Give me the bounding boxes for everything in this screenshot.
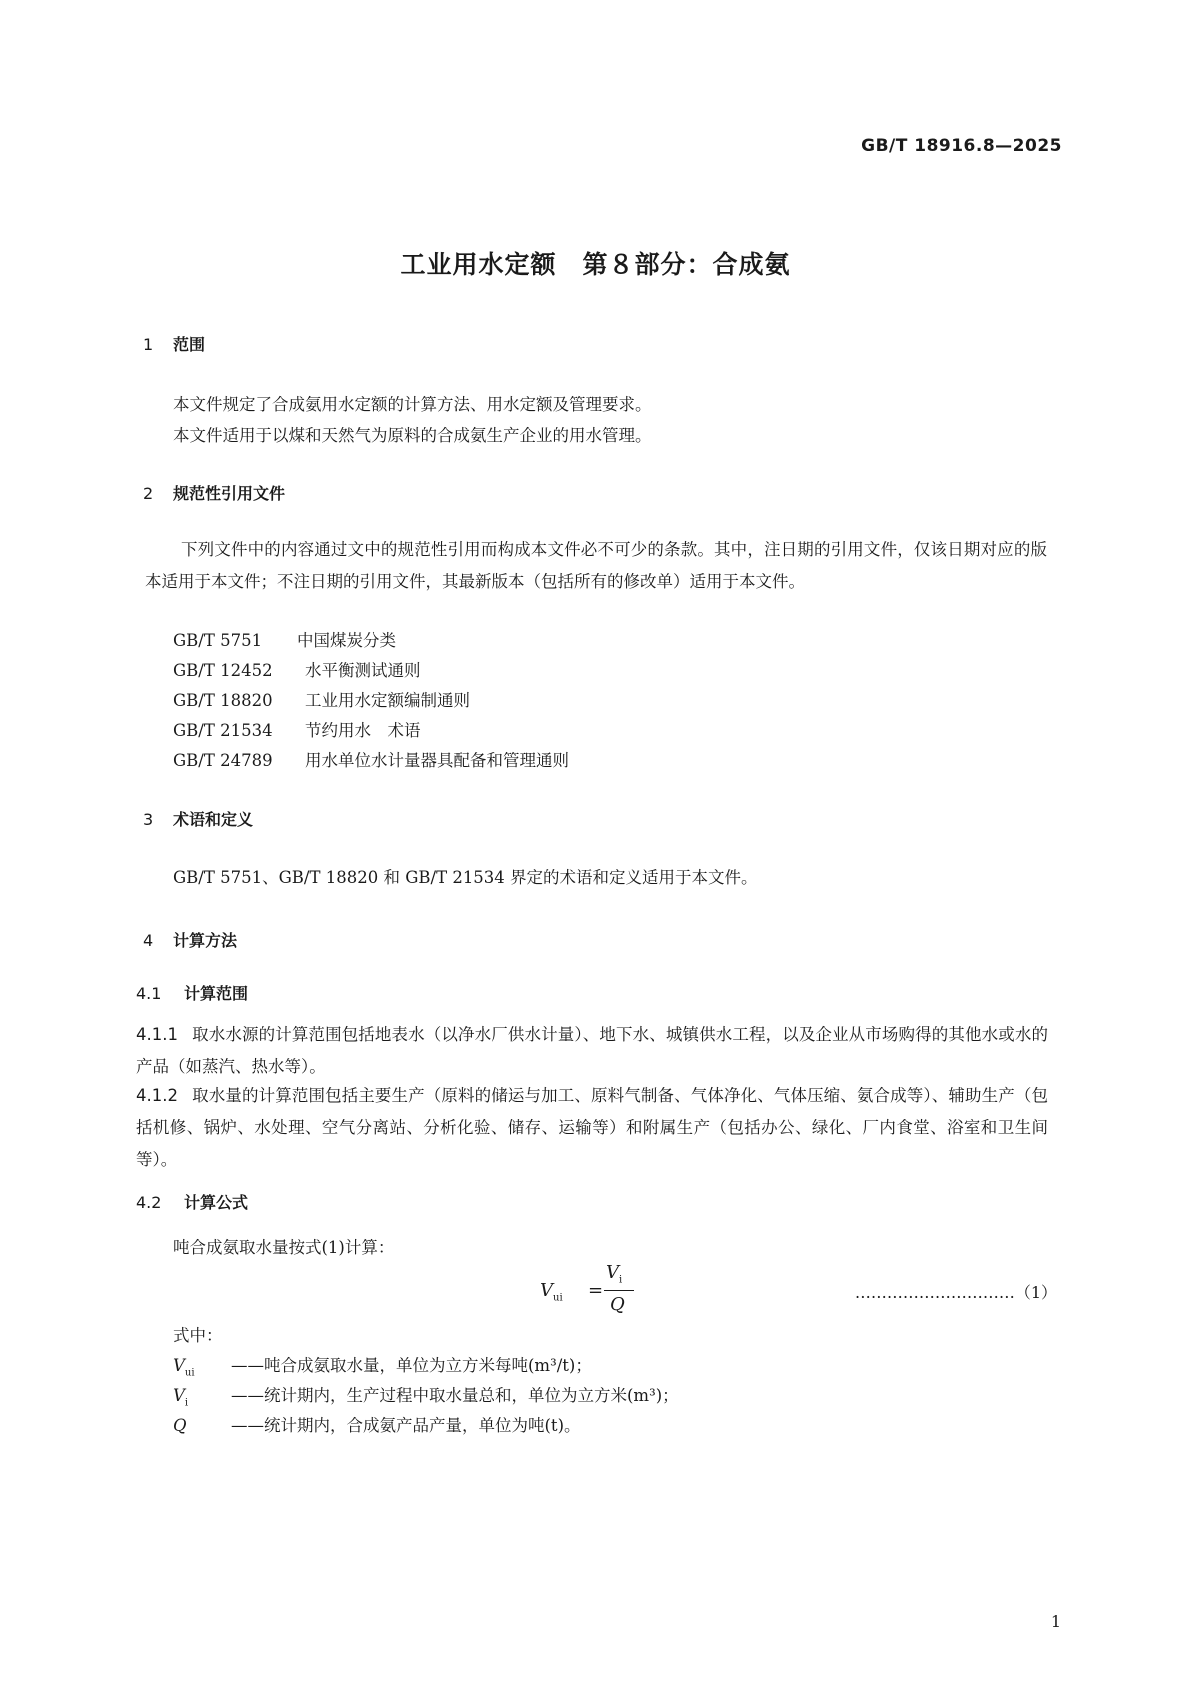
clause-number: 4.1.2 xyxy=(136,1086,178,1105)
section-number: 4.2 xyxy=(136,1193,162,1212)
formula-denominator: Q xyxy=(610,1294,625,1315)
variable-definition xyxy=(173,1382,679,1408)
reference-item xyxy=(173,747,569,771)
paragraph: 下列文件中的内容通过文中的规范性引用而构成本文件必不可少的条款。其中，注日期的引用文件，仅该日期对应的版本适用于本文件；不注日期的引用文件，其最新版本（包括所有的修改单）适用于本文件。 xyxy=(145,540,1047,591)
reference-item xyxy=(173,627,396,651)
variable-description: ——吨合成氨取水量，单位为立方米每吨(m³/t)； xyxy=(231,1356,592,1375)
paragraph: GB/T 5751、GB/T 18820 和 GB/T 21534 界定的术语和定义适用于本文件。 xyxy=(173,868,758,887)
symbol: Q xyxy=(173,1416,187,1435)
page-number: 1 xyxy=(1050,1612,1061,1631)
clause-4-1-1 xyxy=(136,1019,1048,1083)
section-title: 计算范围 xyxy=(184,984,249,1003)
variable-description: ——统计期内，生产过程中取水量总和，单位为立方米(m³)； xyxy=(231,1386,679,1405)
reference-code: GB/T 18820 xyxy=(173,691,273,710)
reference-title: 中国煤炭分类 xyxy=(297,631,396,650)
subsection-4-1-heading xyxy=(136,981,248,1004)
section-number: 4.1 xyxy=(136,984,162,1003)
reference-code: GB/T 24789 xyxy=(173,751,273,770)
reference-code: GB/T 5751 xyxy=(173,631,263,650)
reference-item xyxy=(173,687,470,711)
variable-definition xyxy=(173,1352,592,1378)
variable-symbol xyxy=(173,1356,231,1378)
section-number: 4 xyxy=(143,931,154,950)
section-1-heading xyxy=(143,332,205,355)
section-3-heading xyxy=(143,807,253,830)
clause-4-1-2 xyxy=(136,1080,1048,1176)
clause-text: 取水水源的计算范围包括地表水（以净水厂供水计量）、地下水、城镇供水工程，以及企业从市场购得的其他水或水的产品（如蒸汽、热水等）。 xyxy=(136,1025,1048,1076)
document-title: 工业用水定额 第８部分：合成氨 xyxy=(400,250,791,279)
section-title: 计算方法 xyxy=(173,931,238,950)
reference-code: GB/T 12452 xyxy=(173,661,273,680)
variable-definition xyxy=(173,1412,581,1438)
reference-title: 用水单位水计量器具配备和管理通则 xyxy=(305,751,569,770)
formula-equals: = xyxy=(588,1280,604,1301)
section-number: 1 xyxy=(143,335,154,354)
section-title: 规范性引用文件 xyxy=(173,484,286,503)
subsection-4-2-heading xyxy=(136,1190,248,1213)
reference-title: 工业用水定额编制通则 xyxy=(305,691,470,710)
reference-item xyxy=(173,657,421,681)
paragraph: 本文件规定了合成氨用水定额的计算方法、用水定额及管理要求。 xyxy=(173,395,652,414)
variable-symbol xyxy=(173,1386,231,1408)
formula-symbol: V xyxy=(540,1280,553,1301)
reference-title: 水平衡测试通则 xyxy=(305,661,421,680)
paragraph: 本文件适用于以煤和天然气为原料的合成氨生产企业的用水管理。 xyxy=(173,426,652,445)
section-number: 2 xyxy=(143,484,154,503)
clause-number: 4.1.1 xyxy=(136,1025,178,1044)
variable-description: ——统计期内，合成氨产品产量，单位为吨(t)。 xyxy=(231,1416,581,1435)
section-4-heading xyxy=(143,928,237,951)
formula-lhs xyxy=(540,1280,563,1304)
formula-symbol: V xyxy=(606,1262,619,1283)
symbol: V xyxy=(173,1386,185,1405)
reference-code: GB/T 21534 xyxy=(173,721,273,740)
symbol-subscript: ui xyxy=(184,1367,195,1379)
section-title: 术语和定义 xyxy=(173,810,254,829)
clause-text: 取水量的计算范围包括主要生产（原料的储运与加工、原料气制备、气体净化、气体压缩、氨合成等）、辅助生产（包括机修、锅炉、水处理、空气分离站、分析化验、储存、运输等）和附属生产（包括办公、绿化、厂内食堂、浴室和卫生间等）。 xyxy=(136,1086,1048,1169)
section-title: 范围 xyxy=(173,335,206,354)
formula-numerator xyxy=(606,1262,622,1286)
standard-number: GB/T 18916.8—2025 xyxy=(861,136,1062,156)
formula-subscript: ui xyxy=(553,1292,563,1304)
formula-subscript: i xyxy=(619,1274,623,1286)
section-2-heading xyxy=(143,481,285,504)
reference-item xyxy=(173,717,421,741)
symbol: V xyxy=(173,1356,185,1375)
where-label: 式中： xyxy=(173,1326,223,1345)
fraction-bar xyxy=(604,1290,634,1291)
variable-symbol xyxy=(173,1416,231,1438)
section-number: 3 xyxy=(143,810,154,829)
formula-1 xyxy=(540,1262,640,1322)
section-title: 计算公式 xyxy=(184,1193,249,1212)
equation-number: …………………………（1） xyxy=(854,1283,1057,1302)
reference-title: 节约用水 术语 xyxy=(305,721,421,740)
symbol-subscript: i xyxy=(184,1397,189,1409)
paragraph: 吨合成氨取水量按式(1)计算： xyxy=(173,1238,395,1257)
